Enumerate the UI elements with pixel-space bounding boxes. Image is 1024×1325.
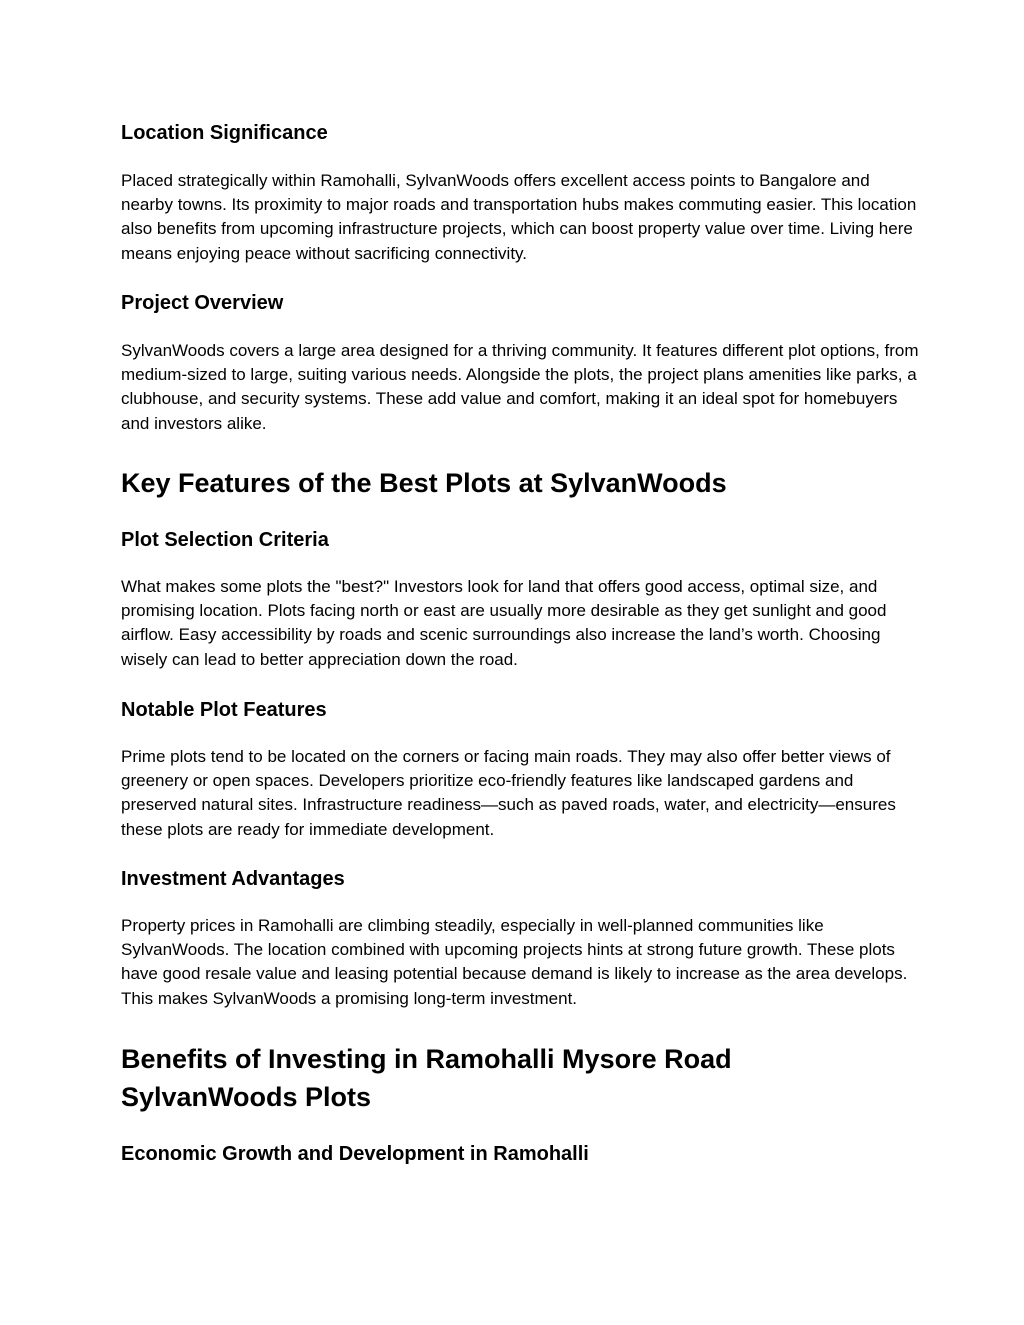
key-features-heading: Key Features of the Best Plots at SylvanWoods — [121, 468, 727, 498]
project-overview-paragraph: SylvanWoods covers a large area designed for a thriving community. It features different plot options, from medium-sized to large, suiting various needs. Alongside the plots, the project plans amenities like parks, a clubhouse, and security systems. These add value and comfort, making it an ideal spot for homebuyers and investors alike. — [121, 341, 919, 433]
economic-growth-heading: Economic Growth and Development in Ramohalli — [121, 1143, 589, 1165]
notable-plot-features-paragraph: Prime plots tend to be located on the corners or facing main roads. They may also offer better views of greenery or open spaces. Developers prioritize eco-friendly features like landscaped gardens and preserved natural sites. Infrastructure readiness—such as paved roads, water, and electricity—ensures these plots are ready for immediate development. — [121, 747, 896, 839]
investment-advantages-heading: Investment Advantages — [121, 868, 345, 890]
project-overview-heading: Project Overview — [121, 292, 284, 314]
plot-selection-criteria-heading: Plot Selection Criteria — [121, 529, 329, 551]
benefits-heading: Benefits of Investing in Ramohalli Mysore Road SylvanWoods Plots — [121, 1044, 732, 1112]
plot-selection-criteria-paragraph: What makes some plots the "best?" Investors look for land that offers good access, optimal size, and promising location. Plots facing north or east are usually more desirable as they get sunlight and good airflow. Easy accessibility by roads and scenic surroundings also increase the land’s worth. Choosing wisely can lead to better appreciation down the road. — [121, 577, 887, 669]
notable-plot-features-heading: Notable Plot Features — [121, 699, 327, 721]
location-significance-heading: Location Significance — [121, 122, 328, 144]
investment-advantages-paragraph: Property prices in Ramohalli are climbing steadily, especially in well-planned communities like SylvanWoods. The location combined with upcoming projects hints at strong future growth. These plots have good resale value and leasing potential because demand is likely to increase as the area develops. This makes SylvanWoods a promising long-term investment. — [121, 916, 908, 1008]
location-significance-paragraph: Placed strategically within Ramohalli, SylvanWoods offers excellent access points to Bangalore and nearby towns. Its proximity to major roads and transportation hubs makes commuting easier. This location also benefits from upcoming infrastructure projects, which can boost property value over time. Living here means enjoying peace without sacrificing connectivity. — [121, 171, 917, 263]
